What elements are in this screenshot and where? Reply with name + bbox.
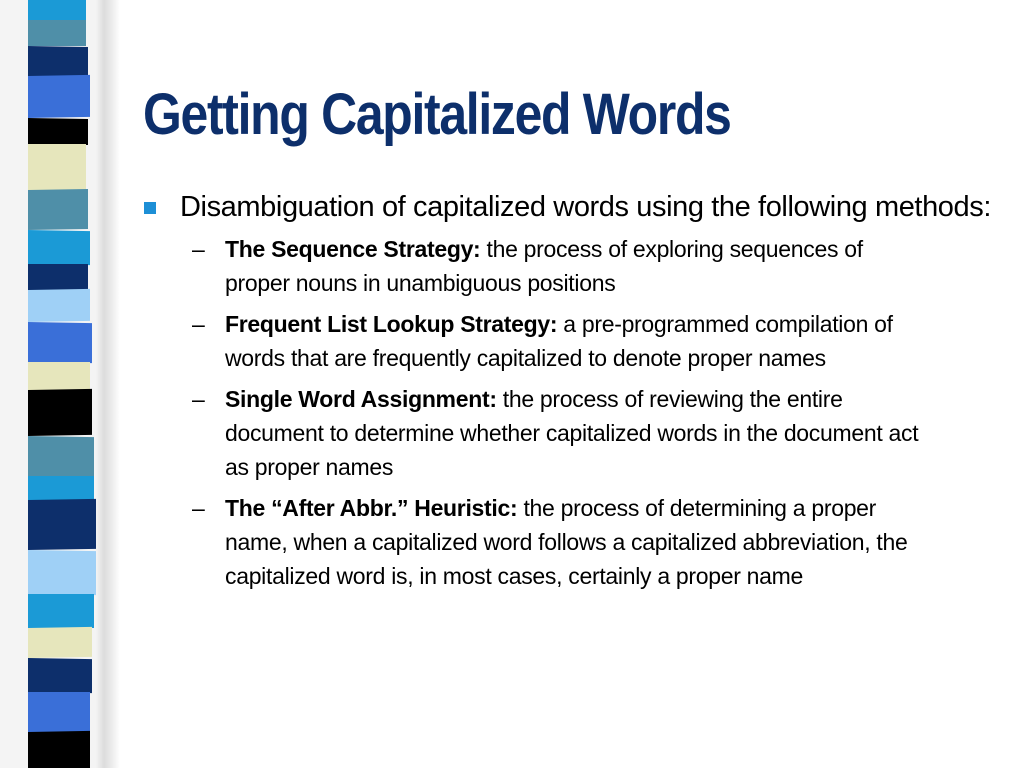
main-bullet-text: Disambiguation of capitalized words using the following methods: <box>180 191 992 223</box>
dash-marker: – <box>192 311 205 337</box>
sub-bullet-description: the process of exploring sequences of proper nouns in unambiguous positions <box>225 236 863 296</box>
slide-title: Getting Capitalized Words <box>143 82 731 147</box>
stripe-block <box>28 0 86 20</box>
stripe-block <box>28 658 92 693</box>
stripe-block <box>28 476 94 500</box>
sub-bullet-frequent-list-lookup <box>143 307 925 375</box>
sub-bullet-term: The Sequence Strategy: <box>225 236 487 262</box>
stripe-block <box>28 362 90 390</box>
stripe-block <box>28 731 90 768</box>
stripe-block <box>28 594 94 628</box>
sub-bullet-list <box>143 232 1003 593</box>
sub-bullet-after-abbr-heuristic <box>143 491 925 593</box>
stripe-block <box>28 46 88 77</box>
dash-marker: – <box>192 236 205 262</box>
slide-body <box>143 188 1003 600</box>
dash-marker: – <box>192 495 205 521</box>
stripe-block <box>28 692 90 732</box>
stripe-block <box>28 289 90 322</box>
stripe-block <box>28 264 88 290</box>
stripe-block <box>28 436 94 477</box>
stripe-block <box>28 499 96 550</box>
stripe-block <box>28 389 92 436</box>
stripe-block <box>28 20 86 46</box>
sub-bullet-sequence-strategy <box>143 232 925 300</box>
dash-marker: – <box>192 386 205 412</box>
sub-bullet-description: a pre-programmed compilation of words that are frequently capitalized to denote proper names <box>225 311 893 371</box>
sub-bullet-term: Single Word Assignment: <box>225 386 503 412</box>
sub-bullet-description: the process of reviewing the entire document to determine whether capitalized words in the document act as proper names <box>225 386 919 480</box>
main-bullet <box>143 188 1003 226</box>
stripe-block <box>28 189 88 230</box>
stripe-block <box>28 627 92 658</box>
sub-bullet-term: Frequent List Lookup Strategy: <box>225 311 564 337</box>
stripe-block <box>28 144 86 190</box>
stripe-block <box>28 322 92 363</box>
stripe-block <box>28 230 90 265</box>
sub-bullet-single-word-assignment <box>143 382 925 484</box>
square-bullet-icon <box>144 202 156 214</box>
sub-bullet-description: the process of determining a proper name, when a capitalized word follows a capitalized abbreviation, the capitalized word is, in most cases, certainly a proper name <box>225 495 908 589</box>
sub-bullet-term: The “After Abbr.” Heuristic: <box>225 495 524 521</box>
stripe-block <box>28 550 96 595</box>
stripe-block <box>28 118 88 145</box>
stripe-block <box>28 75 90 118</box>
